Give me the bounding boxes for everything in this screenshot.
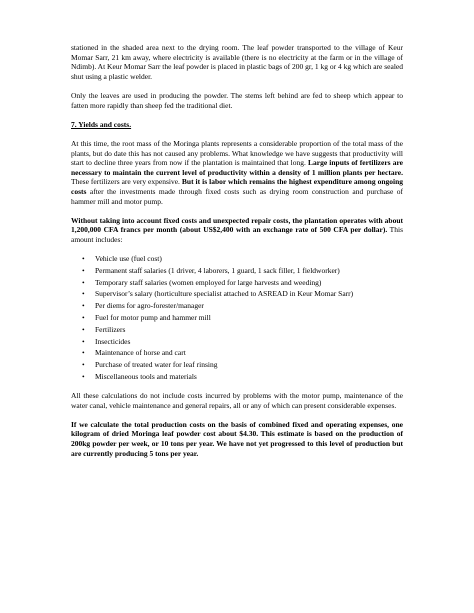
- bullet-icon: •: [82, 336, 85, 346]
- list-item-text: Fuel for motor pump and hammer mill: [95, 312, 211, 322]
- list-item-text: Per diems for agro-forester/manager: [95, 301, 204, 311]
- list-item: [71, 348, 403, 358]
- list-item-text: Maintenance of horse and cart: [95, 348, 186, 358]
- paragraph-root-mass-bold-2: But it is labor which remains the highest expenditure among ongoing costs: [71, 177, 403, 196]
- section-heading-yields-costs: 7. Yields and costs.: [71, 119, 132, 129]
- list-item: [71, 289, 403, 299]
- list-item-text: Purchase of treated water for leaf rinsing: [95, 360, 218, 370]
- list-item: [71, 301, 403, 311]
- bullet-icon: •: [82, 348, 85, 358]
- list-item: [71, 266, 403, 276]
- document-page: [71, 43, 403, 468]
- list-item: [71, 325, 403, 335]
- bullet-icon: •: [82, 254, 85, 264]
- list-item: [71, 313, 403, 323]
- paragraph-monthly-costs-text: This amount includes:: [71, 225, 403, 244]
- list-item-text: Miscellaneous tools and materials: [95, 371, 197, 381]
- paragraph-monthly-costs: [71, 216, 403, 245]
- list-item-text: Supervisor’s salary (horticulture specialist attached to ASREAD in Keur Momar Sarr): [95, 289, 354, 299]
- paragraph-root-mass-bold-1: Large inputs of fertilizers are necessary to maintain the current level of productivity within a density of 1 million plants per hectare.: [71, 158, 403, 177]
- paragraph-calculation-exclusions: All these calculations do not include costs incurred by problems with the motor pump, maintenance of the water canal, vehicle maintenance and general repairs, all or any of which can present considerable expenses.: [71, 391, 403, 410]
- list-item: [71, 337, 403, 347]
- bullet-icon: •: [82, 360, 85, 370]
- list-item-text: Vehicle use (fuel cost): [95, 254, 162, 264]
- paragraph-root-mass-text-3: after the investments made through fixed costs such as drying room construction and purchase of hammer mill and motor pump.: [71, 186, 403, 206]
- list-item: [71, 254, 403, 264]
- bullet-icon: •: [82, 265, 85, 275]
- bullet-icon: •: [82, 289, 85, 299]
- cost-items-list: [71, 254, 403, 381]
- paragraph-root-mass-text-1: At this time, the root mass of the Moringa plants represents a considerable proportion of the total mass of the plants, but do date this has not caused any problems. What knowledge we have suggests that productivity will start to decline three years from now if the plantation is maintained that long.: [71, 138, 403, 168]
- list-item: [71, 360, 403, 370]
- paragraph-production-cost-estimate: If we calculate the total production costs on the basis of combined fixed and operating expenses, one kilogram of dried Moringa leaf powder cost about $4.30. This estimate is based on the production of 200kg powder per week, or 10 tons per year. We have not yet progressed to this level of production but are currently producing 5 tons per year.: [71, 419, 403, 458]
- paragraph-monthly-costs-bold: Without taking into account fixed costs and unexpected repair costs, the plantation operates with about 1,200,000 CFA francs per month (about US$2,400 with an exchange rate of 500 CFA per dollar).: [71, 215, 403, 235]
- paragraph-root-mass: [71, 139, 403, 206]
- list-item-text: Permanent staff salaries (1 driver, 4 laborers, 1 guard, 1 sack filler, 1 fieldworker): [95, 265, 340, 275]
- bullet-icon: •: [82, 301, 85, 311]
- bullet-icon: •: [82, 277, 85, 287]
- bullet-icon: •: [82, 371, 85, 381]
- paragraph-root-mass-text-2: These fertilizers are very expensive.: [71, 177, 182, 187]
- list-item-text: Fertilizers: [95, 324, 126, 334]
- paragraph-stems-sheep: Only the leaves are used in producing the powder. The stems left behind are fed to sheep which appear to fatten more rapidly than sheep fed the traditional diet.: [71, 90, 403, 110]
- bullet-icon: •: [82, 312, 85, 322]
- list-item: [71, 372, 403, 382]
- list-item-text: Temporary staff salaries (women employed for large harvests and weeding): [95, 277, 322, 287]
- list-item: [71, 278, 403, 288]
- paragraph-leaf-powder-transport: stationed in the shaded area next to the drying room. The leaf powder transported to the village of Keur Momar Sarr, 21 km away, where electricity is available (there is no electricity at the farm or in the village of Ndimb). At Keur Momar Sarr the leaf powder is placed in plastic bags of 200 gr, 1 kg or 4 kg which are sealed shut using a plastic welder.: [71, 43, 403, 81]
- bullet-icon: •: [82, 324, 85, 334]
- list-item-text: Insecticides: [95, 336, 131, 346]
